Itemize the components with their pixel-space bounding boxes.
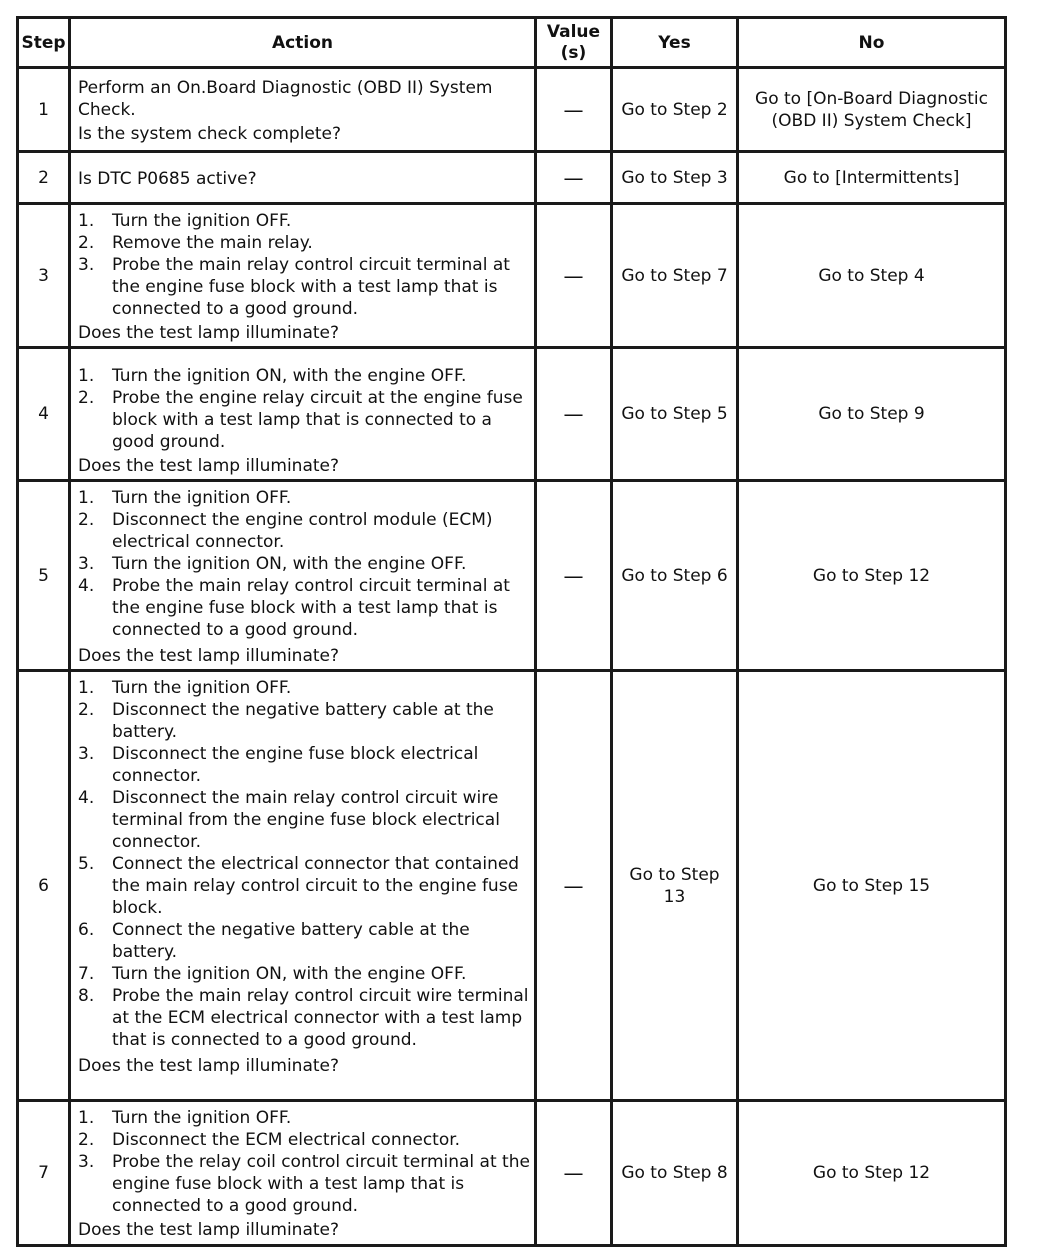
action-question: Does the test lamp illuminate? — [78, 1220, 340, 1240]
yes-cell: Go to Step 13 — [612, 671, 738, 1101]
header-value: Value (s) — [536, 18, 612, 68]
action-cell — [70, 348, 536, 481]
action-steps — [78, 487, 530, 641]
yes-cell: Go to Step 6 — [612, 481, 738, 671]
action-step: 3. Turn the ignition ON, with the engine OFF. — [78, 554, 467, 574]
action-question: Does the test lamp illuminate? — [78, 456, 340, 476]
step-number: 2 — [18, 152, 70, 204]
action-step: 4. Probe the main relay control circuit terminal at the engine fuse block with a test lamp that is connected to a good ground. — [78, 576, 510, 640]
action-cell — [70, 204, 536, 348]
action-cell — [70, 68, 536, 152]
yes-cell: Go to Step 5 — [612, 348, 738, 481]
action-step: 2. Disconnect the negative battery cable at the battery. — [78, 700, 494, 742]
action-step: 6. Connect the negative battery cable at the battery. — [78, 920, 470, 962]
action-question: Is DTC P0685 active? — [78, 169, 257, 189]
table-body — [18, 68, 1006, 1246]
no-cell: Go to [On-Board Diagnostic (OBD II) System Check] — [738, 68, 1006, 152]
value-cell: — — [536, 68, 612, 152]
yes-cell: Go to Step 2 — [612, 68, 738, 152]
action-steps — [78, 210, 530, 320]
header-action: Action — [70, 18, 536, 68]
step-number: 6 — [18, 671, 70, 1101]
action-step: 8. Probe the main relay control circuit wire terminal at the ECM electrical connector with a test lamp that is connected to a good ground. — [78, 986, 529, 1050]
step-number: 4 — [18, 348, 70, 481]
value-cell: — — [536, 204, 612, 348]
action-cell — [70, 152, 536, 204]
action-step: 2. Disconnect the engine control module (ECM) electrical connector. — [78, 510, 493, 552]
header-row — [18, 18, 1006, 68]
action-step: 1. Turn the ignition OFF. — [78, 1108, 292, 1128]
action-step: 1. Turn the ignition ON, with the engine OFF. — [78, 366, 467, 386]
action-step: 7. Turn the ignition ON, with the engine OFF. — [78, 964, 467, 984]
step-number: 5 — [18, 481, 70, 671]
yes-cell: Go to Step 8 — [612, 1101, 738, 1246]
action-step: 2. Probe the engine relay circuit at the engine fuse block with a test lamp that is connected to a good ground. — [78, 388, 523, 452]
no-cell: Go to Step 12 — [738, 481, 1006, 671]
no-cell: Go to Step 12 — [738, 1101, 1006, 1246]
table-row — [18, 204, 1006, 348]
action-step: 3. Probe the main relay control circuit terminal at the engine fuse block with a test lamp that is connected to a good ground. — [78, 255, 510, 319]
value-cell: — — [536, 481, 612, 671]
action-step: 2. Remove the main relay. — [78, 233, 313, 253]
action-steps — [78, 365, 530, 453]
table-row — [18, 348, 1006, 481]
action-cell — [70, 671, 536, 1101]
action-step: 1. Turn the ignition OFF. — [78, 211, 292, 231]
table-row — [18, 671, 1006, 1101]
action-steps — [78, 677, 530, 1051]
action-text: Perform an On.Board Diagnostic (OBD II) System Check. — [78, 78, 493, 120]
header-step: Step — [18, 18, 70, 68]
action-step: 3. Disconnect the engine fuse block electrical connector. — [78, 744, 479, 786]
step-number: 7 — [18, 1101, 70, 1246]
table-row — [18, 152, 1006, 204]
action-step: 1. Turn the ignition OFF. — [78, 678, 292, 698]
action-step: 1. Turn the ignition OFF. — [78, 488, 292, 508]
action-step: 4. Disconnect the main relay control circuit wire terminal from the engine fuse block electrical connector. — [78, 788, 500, 852]
header-no: No — [738, 18, 1006, 68]
value-cell: — — [536, 348, 612, 481]
step-number: 1 — [18, 68, 70, 152]
yes-cell: Go to Step 3 — [612, 152, 738, 204]
action-steps — [78, 1107, 530, 1217]
no-cell: Go to Step 9 — [738, 348, 1006, 481]
value-cell: — — [536, 671, 612, 1101]
table-row — [18, 1101, 1006, 1246]
action-question: Does the test lamp illuminate? — [78, 323, 340, 343]
step-number: 3 — [18, 204, 70, 348]
action-question: Does the test lamp illuminate? — [78, 646, 340, 666]
action-step: 2. Disconnect the ECM electrical connector. — [78, 1130, 461, 1150]
table-row — [18, 68, 1006, 152]
yes-cell: Go to Step 7 — [612, 204, 738, 348]
no-cell: Go to [Intermittents] — [738, 152, 1006, 204]
action-step: 3. Probe the relay coil control circuit terminal at the engine fuse block with a test lamp that is connected to a good ground. — [78, 1152, 530, 1216]
action-step: 5. Connect the electrical connector that contained the main relay control circuit to the engine fuse block. — [78, 854, 520, 918]
no-cell: Go to Step 15 — [738, 671, 1006, 1101]
action-question: Is the system check complete? — [78, 124, 342, 144]
table-row — [18, 481, 1006, 671]
action-question: Does the test lamp illuminate? — [78, 1056, 340, 1076]
value-cell: — — [536, 152, 612, 204]
action-cell — [70, 481, 536, 671]
diagnostic-table — [16, 16, 1007, 1247]
value-cell: — — [536, 1101, 612, 1246]
header-yes: Yes — [612, 18, 738, 68]
action-cell — [70, 1101, 536, 1246]
no-cell: Go to Step 4 — [738, 204, 1006, 348]
